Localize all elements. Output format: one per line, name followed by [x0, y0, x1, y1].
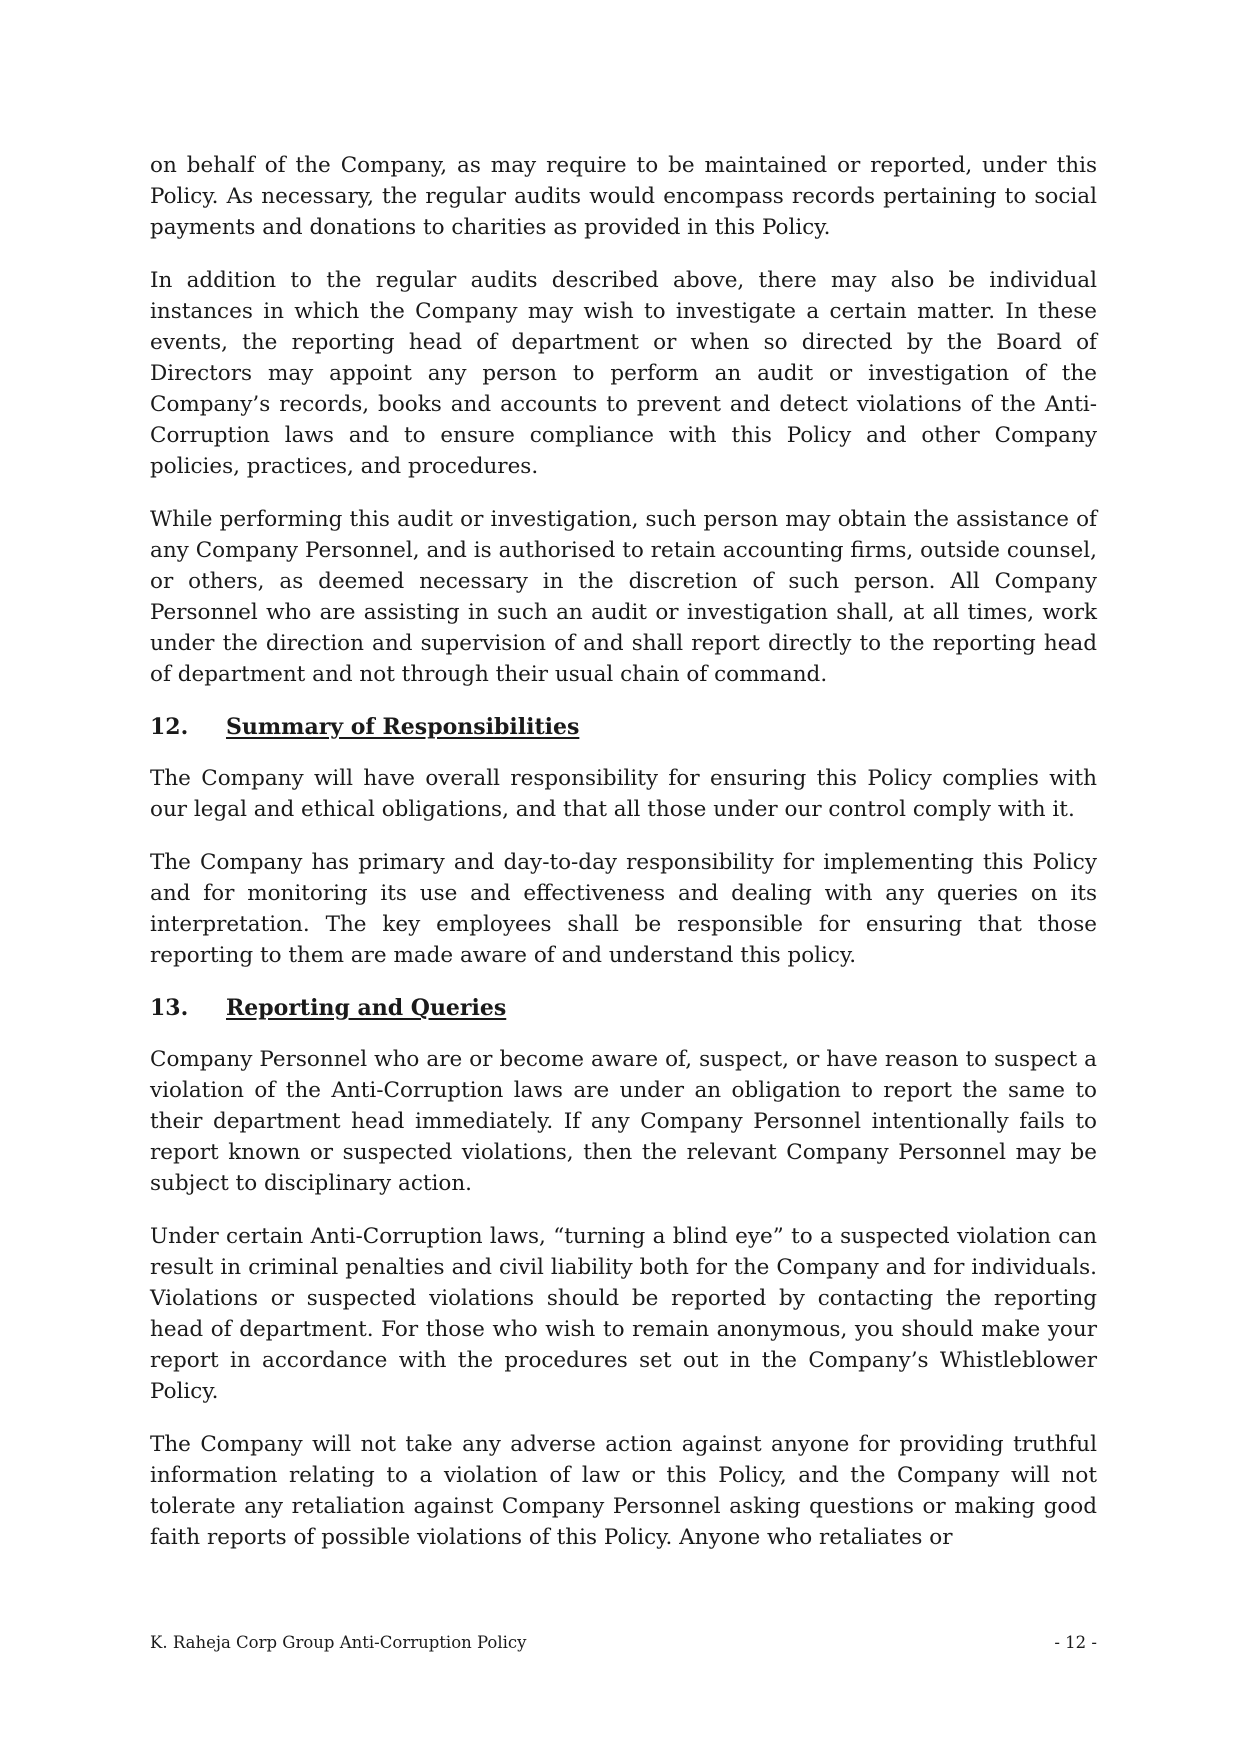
document-page — [150, 150, 1097, 1575]
paragraph-obligation-to-report: Company Personnel who are or become aware of, suspect, or have reason to suspect a violation of the Anti-Corruption laws are under an obligation to report the same to their department head immediately. If any Company Personnel intentionally fails to report known or suspected violations, then the relevant Company Personnel may be subject to disciplinary action. — [150, 1047, 1097, 1196]
paragraph-overall-responsibility: The Company will have overall responsibility for ensuring this Policy complies with our legal and ethical obligations, and that all those under our control comply with it. — [150, 766, 1097, 822]
section-13-heading — [150, 993, 1097, 1024]
page-footer — [150, 1632, 1097, 1654]
section-13-number: 13. — [150, 995, 189, 1021]
paragraph-investigation: In addition to the regular audits described above, there may also be individual instances in which the Company may wish to investigate a certain matter. In these events, the reporting head of department or when so directed by the Board of Directors may appoint any person to perform an audit or investigation of the Company’s records, books and accounts to prevent and detect violations of the Anti-Corruption laws and to ensure compliance with this Policy and other Company policies, practices, and procedures. — [150, 268, 1097, 479]
footer-document-title: K. Raheja Corp Group Anti-Corruption Policy — [150, 1633, 527, 1652]
section-13-title: Reporting and Queries — [226, 995, 507, 1021]
paragraph-assistance: While performing this audit or investigation, such person may obtain the assistance of any Company Personnel, and is authorised to retain accounting firms, outside counsel, or others, as deemed necessary in the discretion of such person. All Company Personnel who are assisting in such an audit or investigation shall, at all times, work under the direction and supervision of and shall report directly to the reporting head of department and not through their usual chain of command. — [150, 507, 1097, 687]
paragraph-audit-records: on behalf of the Company, as may require to be maintained or reported, under this Policy. As necessary, the regular audits would encompass records pertaining to social payments and donations to charities as provided in this Policy. — [150, 153, 1097, 240]
section-12-number: 12. — [150, 714, 189, 740]
section-12-heading — [150, 712, 1097, 743]
footer-page-number: - 12 - — [1054, 1633, 1097, 1652]
section-12-title: Summary of Responsibilities — [226, 714, 580, 740]
paragraph-blind-eye: Under certain Anti-Corruption laws, “turning a blind eye” to a suspected violation can result in criminal penalties and civil liability both for the Company and for individuals. Violations or suspected violations should be reported by contacting the reporting head of department. For those who wish to remain anonymous, you should make your report in accordance with the procedures set out in the Company’s Whistleblower Policy. — [150, 1224, 1097, 1404]
paragraph-day-to-day-responsibility: The Company has primary and day-to-day responsibility for implementing this Policy and for monitoring its use and effectiveness and dealing with any queries on its interpretation. The key employees shall be responsible for ensuring that those reporting to them are made aware of and understand this policy. — [150, 850, 1097, 968]
paragraph-no-retaliation: The Company will not take any adverse action against anyone for providing truthful information relating to a violation of law or this Policy, and the Company will not tolerate any retaliation against Company Personnel asking questions or making good faith reports of possible violations of this Policy. Anyone who retaliates or — [150, 1432, 1097, 1550]
